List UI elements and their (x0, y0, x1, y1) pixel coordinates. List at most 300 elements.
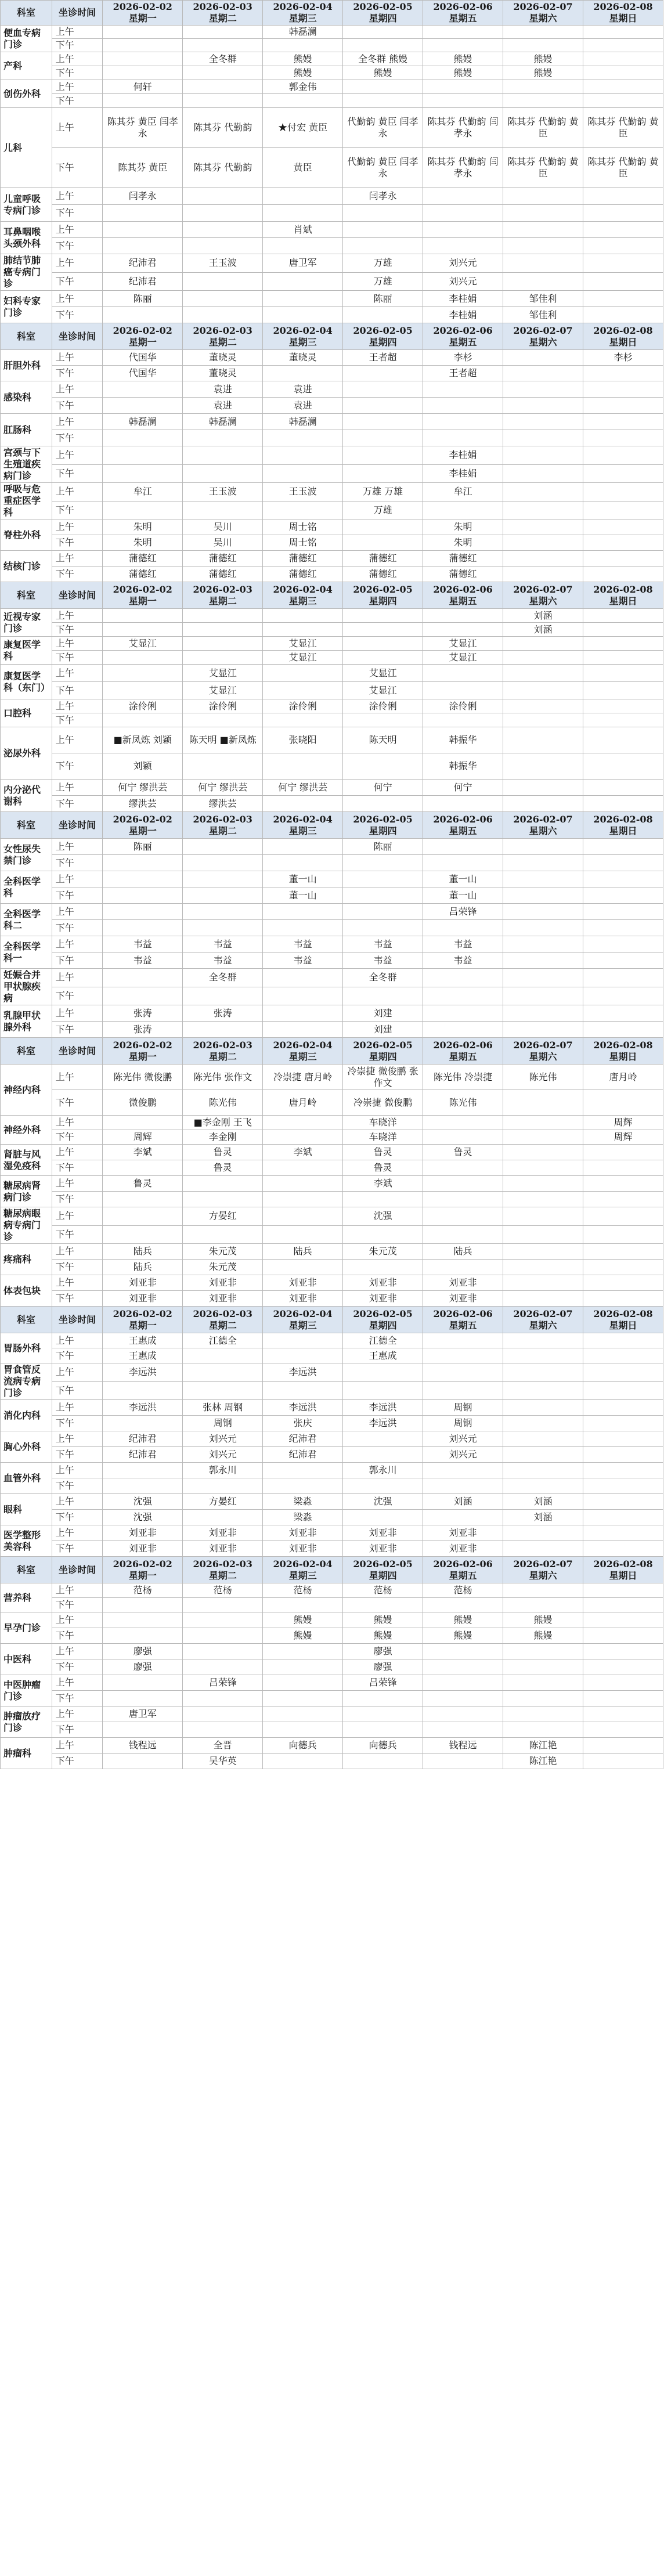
header-dept-cell: 科室 (1, 1, 52, 26)
doctor-cell: 范杨 (183, 1583, 263, 1598)
dept-name-cell: 肿瘤科 (1, 1738, 52, 1769)
dept-name-cell: 创伤外科 (1, 80, 52, 108)
doctor-cell: 刘亚非 (103, 1275, 183, 1291)
header-weekday: 星期六 (529, 1319, 557, 1331)
header-date: 2026-02-06 (433, 1558, 493, 1570)
doctor-cell (583, 381, 663, 398)
doctor-cell (183, 430, 263, 446)
doctor-cell (343, 1260, 423, 1275)
dept-name-cell: 糖尿病肾病门诊 (1, 1176, 52, 1207)
dept-name-cell: 早孕门诊 (1, 1612, 52, 1644)
doctor-cell (263, 1478, 343, 1494)
doctor-cell (343, 26, 423, 39)
doctor-cell: 张涛 (183, 1005, 263, 1022)
doctor-cell: 陈丽 (343, 291, 423, 307)
doctor-cell (503, 238, 583, 254)
header-day-cell (263, 1307, 343, 1333)
table-row (1, 1706, 663, 1722)
header-date: 2026-02-02 (113, 583, 172, 595)
doctor-cell (263, 904, 343, 920)
header-day-cell (183, 812, 263, 839)
doctor-cell: 刘亚非 (183, 1291, 263, 1307)
doctor-cell: 王惠成 (343, 1348, 423, 1363)
doctor-cell: 刘颖 (103, 753, 183, 780)
doctor-cell: 艾显江 (263, 637, 343, 651)
doctor-cell (263, 1176, 343, 1192)
table-row (1, 567, 663, 582)
slot-cell: 上午 (52, 699, 103, 713)
slot-cell: 上午 (52, 1145, 103, 1160)
table-row (1, 1510, 663, 1525)
doctor-cell (583, 1659, 663, 1675)
doctor-cell (503, 1160, 583, 1176)
doctor-cell (103, 855, 183, 871)
doctor-cell (583, 1145, 663, 1160)
header-weekday: 星期日 (609, 595, 637, 607)
doctor-cell (263, 464, 343, 483)
doctor-cell: 吕荣锋 (183, 1675, 263, 1691)
doctor-cell (503, 254, 583, 273)
doctor-cell (423, 26, 503, 39)
slot-cell: 下午 (52, 855, 103, 871)
doctor-cell (583, 1400, 663, 1416)
header-weekday: 星期日 (609, 825, 637, 836)
header-weekday: 星期四 (369, 13, 397, 24)
header-day-cell (183, 1, 263, 26)
doctor-cell (583, 1225, 663, 1244)
doctor-cell (583, 291, 663, 307)
doctor-cell: 袁进 (263, 381, 343, 398)
table-row (1, 1754, 663, 1769)
doctor-cell (103, 26, 183, 39)
doctor-cell (583, 682, 663, 699)
doctor-cell: 陈江艳 (503, 1738, 583, 1754)
doctor-cell (583, 1691, 663, 1706)
doctor-cell: 周士铭 (263, 519, 343, 535)
doctor-cell (503, 1090, 583, 1116)
table-header-row (1, 1307, 663, 1333)
doctor-cell: 周士铭 (263, 535, 343, 551)
header-date: 2026-02-04 (273, 1039, 333, 1051)
header-date: 2026-02-03 (193, 1039, 252, 1051)
slot-cell: 上午 (52, 1065, 103, 1090)
doctor-cell (423, 222, 503, 238)
doctor-cell: 韦益 (423, 936, 503, 953)
header-weekday: 星期二 (208, 595, 237, 607)
table-row (1, 1628, 663, 1644)
doctor-cell (263, 1348, 343, 1363)
table-row (1, 1722, 663, 1738)
doctor-cell: 陈丽 (103, 839, 183, 855)
doctor-cell: 陈其芬 黄臣 (103, 148, 183, 188)
slot-cell: 下午 (52, 1160, 103, 1176)
doctor-cell (423, 381, 503, 398)
header-day-cell (263, 1, 343, 26)
doctor-cell: 韩磊澜 (263, 26, 343, 39)
header-dept-cell: 科室 (1, 323, 52, 350)
header-weekday: 星期五 (449, 825, 477, 836)
header-day-cell (503, 1038, 583, 1065)
dept-name-cell: 消化内科 (1, 1400, 52, 1431)
doctor-cell: 沈强 (343, 1494, 423, 1510)
doctor-cell (583, 1738, 663, 1754)
doctor-cell: 万雄 (343, 501, 423, 519)
doctor-cell: 周钢 (423, 1416, 503, 1431)
slot-cell: 下午 (52, 796, 103, 812)
header-weekday: 星期一 (128, 1051, 157, 1062)
doctor-cell: 朱明 (103, 519, 183, 535)
slot-cell: 下午 (52, 94, 103, 108)
table-row (1, 637, 663, 651)
doctor-cell: 李斌 (343, 1176, 423, 1192)
doctor-cell (183, 1706, 263, 1722)
table-row (1, 953, 663, 969)
doctor-cell (263, 94, 343, 108)
slot-cell: 上午 (52, 1116, 103, 1130)
doctor-cell: 陈其芬 代勤韵 闫孝永 (423, 148, 503, 188)
doctor-cell (583, 904, 663, 920)
header-weekday: 星期三 (288, 825, 317, 836)
doctor-cell (583, 1494, 663, 1510)
doctor-cell: 缪洪芸 (103, 796, 183, 812)
doctor-cell (503, 1431, 583, 1447)
doctor-cell: 刘亚非 (183, 1275, 263, 1291)
doctor-cell: 陈其芬 黄臣 闫孝永 (103, 108, 183, 148)
doctor-cell (183, 1722, 263, 1738)
doctor-cell: 蒲德红 (183, 567, 263, 582)
doctor-cell: 全冬群 熊嫚 (343, 52, 423, 66)
doctor-cell (423, 1381, 503, 1400)
doctor-cell (263, 1207, 343, 1226)
dept-name-cell: 中医科 (1, 1644, 52, 1675)
doctor-cell: 梁淼 (263, 1510, 343, 1525)
doctor-cell: 陈天明 ■新凤炼 (183, 727, 263, 753)
dept-name-cell: 全科医学科 (1, 871, 52, 904)
doctor-cell (503, 953, 583, 969)
slot-cell: 上午 (52, 1333, 103, 1348)
table-row (1, 1691, 663, 1706)
doctor-cell: 向德兵 (343, 1738, 423, 1754)
doctor-cell: 范杨 (343, 1583, 423, 1598)
doctor-cell (263, 39, 343, 52)
dept-name-cell: 体表包块 (1, 1275, 52, 1307)
header-date: 2026-02-08 (593, 813, 653, 825)
table-row (1, 94, 663, 108)
doctor-cell (423, 1116, 503, 1130)
doctor-cell: 蒲德红 (263, 567, 343, 582)
slot-cell: 上午 (52, 1583, 103, 1598)
header-date: 2026-02-08 (593, 324, 653, 336)
header-day-cell (263, 323, 343, 350)
table-header-row (1, 1, 663, 26)
doctor-cell (503, 519, 583, 535)
doctor-cell: 方晏红 (183, 1494, 263, 1510)
table-row (1, 350, 663, 366)
doctor-cell (583, 1675, 663, 1691)
dept-name-cell: 胸心外科 (1, 1431, 52, 1463)
doctor-cell: 吴华英 (183, 1754, 263, 1769)
doctor-cell (183, 291, 263, 307)
doctor-cell (583, 446, 663, 465)
dept-name-cell: 全科医学科二 (1, 904, 52, 936)
doctor-cell (183, 1691, 263, 1706)
doctor-cell (503, 699, 583, 713)
doctor-cell (343, 1722, 423, 1738)
doctor-cell: 王玉波 (263, 483, 343, 502)
doctor-cell: 闫孝永 (343, 188, 423, 205)
header-day-cell (103, 1307, 183, 1333)
slot-cell: 上午 (52, 519, 103, 535)
doctor-cell (583, 366, 663, 381)
doctor-cell (263, 1381, 343, 1400)
table-row (1, 108, 663, 148)
doctor-cell (503, 1176, 583, 1192)
doctor-cell: 陈天明 (343, 727, 423, 753)
doctor-cell (423, 39, 503, 52)
slot-cell: 下午 (52, 205, 103, 222)
dept-name-cell: 儿科 (1, 108, 52, 188)
dept-name-cell: 肿瘤放疗门诊 (1, 1706, 52, 1738)
table-row (1, 1525, 663, 1541)
doctor-cell (583, 953, 663, 969)
header-date: 2026-02-02 (113, 1558, 172, 1570)
doctor-cell: 鲁灵 (423, 1145, 503, 1160)
doctor-cell (423, 1130, 503, 1145)
doctor-cell (503, 1275, 583, 1291)
header-dept-cell: 科室 (1, 1038, 52, 1065)
header-day-cell (583, 1038, 663, 1065)
doctor-cell: 微俊鹏 (103, 1090, 183, 1116)
slot-cell: 上午 (52, 1494, 103, 1510)
doctor-cell (263, 623, 343, 637)
doctor-cell (183, 94, 263, 108)
doctor-cell (503, 1525, 583, 1541)
doctor-cell: 刘亚非 (263, 1525, 343, 1541)
slot-cell: 上午 (52, 1176, 103, 1192)
doctor-cell: 万雄 (343, 254, 423, 273)
dept-name-cell: 女性尿失禁门诊 (1, 839, 52, 871)
doctor-cell: 刘亚非 (263, 1275, 343, 1291)
doctor-cell (583, 238, 663, 254)
doctor-cell (343, 871, 423, 887)
doctor-cell (503, 398, 583, 414)
doctor-cell: 刘亚非 (343, 1275, 423, 1291)
doctor-cell: 涂伶俐 (423, 699, 503, 713)
doctor-cell (423, 501, 503, 519)
slot-cell: 下午 (52, 1130, 103, 1145)
doctor-cell (423, 1225, 503, 1244)
slot-cell: 下午 (52, 1381, 103, 1400)
header-date: 2026-02-07 (513, 324, 573, 336)
header-date: 2026-02-04 (273, 1, 333, 12)
header-weekday: 星期二 (208, 1319, 237, 1331)
doctor-cell: 吴川 (183, 535, 263, 551)
doctor-cell (583, 887, 663, 904)
doctor-cell: 缪洪芸 (183, 796, 263, 812)
doctor-cell: 李远洪 (103, 1400, 183, 1416)
doctor-cell: 刘亚非 (263, 1291, 343, 1307)
dept-name-cell: 产科 (1, 52, 52, 80)
header-weekday: 星期一 (128, 595, 157, 607)
doctor-cell (343, 39, 423, 52)
doctor-cell (583, 1192, 663, 1207)
doctor-cell (583, 307, 663, 323)
doctor-cell (103, 1381, 183, 1400)
table-row (1, 1494, 663, 1510)
doctor-cell (343, 205, 423, 222)
header-day-cell (343, 1557, 423, 1583)
header-weekday: 星期一 (128, 1319, 157, 1331)
doctor-cell: 冷崇捷 唐月岭 (263, 1065, 343, 1090)
table-header-row (1, 1557, 663, 1583)
doctor-cell (183, 272, 263, 291)
slot-cell: 下午 (52, 1510, 103, 1525)
doctor-cell (583, 1416, 663, 1431)
doctor-cell (343, 1706, 423, 1722)
doctor-cell: 熊嫚 (343, 66, 423, 80)
doctor-cell: 涂伶俐 (103, 699, 183, 713)
doctor-cell (503, 350, 583, 366)
doctor-cell: 刘亚非 (103, 1291, 183, 1307)
doctor-cell: 刘亚非 (103, 1525, 183, 1541)
table-row (1, 1207, 663, 1226)
slot-cell: 下午 (52, 682, 103, 699)
table-row (1, 80, 663, 94)
doctor-cell (503, 188, 583, 205)
header-date: 2026-02-05 (353, 1558, 413, 1570)
doctor-cell: 王惠成 (103, 1333, 183, 1348)
table-row (1, 1675, 663, 1691)
doctor-cell: 陈丽 (103, 291, 183, 307)
doctor-cell (183, 887, 263, 904)
table-row (1, 430, 663, 446)
doctor-cell (583, 1525, 663, 1541)
doctor-cell (583, 699, 663, 713)
doctor-cell: 陈其芬 代勤韵 (183, 148, 263, 188)
header-date: 2026-02-05 (353, 1, 413, 12)
doctor-cell: 鲁灵 (183, 1145, 263, 1160)
header-date: 2026-02-06 (433, 1039, 493, 1051)
doctor-cell: 涂伶俐 (183, 699, 263, 713)
slot-cell: 上午 (52, 1644, 103, 1659)
header-day-cell (583, 1307, 663, 1333)
table-row (1, 1598, 663, 1612)
doctor-cell: 熊嫚 (503, 52, 583, 66)
doctor-cell: 纪沛君 (103, 1447, 183, 1463)
doctor-cell: 刘亚非 (423, 1275, 503, 1291)
doctor-cell: 纪沛君 (263, 1447, 343, 1463)
table-row (1, 753, 663, 780)
doctor-cell (103, 238, 183, 254)
header-date: 2026-02-06 (433, 1, 493, 12)
slot-cell: 下午 (52, 464, 103, 483)
doctor-cell: 熊嫚 (423, 1628, 503, 1644)
doctor-cell: 袁进 (183, 381, 263, 398)
doctor-cell (103, 1116, 183, 1130)
table-row (1, 1659, 663, 1675)
header-weekday: 星期三 (288, 336, 317, 348)
doctor-cell (503, 1022, 583, 1038)
doctor-cell (263, 1659, 343, 1675)
header-date: 2026-02-05 (353, 324, 413, 336)
doctor-cell (423, 1005, 503, 1022)
header-weekday: 星期二 (208, 1051, 237, 1062)
dept-name-cell: 神经外科 (1, 1116, 52, 1145)
doctor-cell (583, 727, 663, 753)
table-row (1, 623, 663, 637)
table-row (1, 414, 663, 430)
doctor-cell (103, 1463, 183, 1478)
header-weekday: 星期三 (288, 1319, 317, 1331)
doctor-cell (263, 609, 343, 623)
doctor-cell: 牟江 (423, 483, 503, 502)
doctor-cell (103, 52, 183, 66)
table-row (1, 381, 663, 398)
doctor-cell: 刘兴元 (423, 1431, 503, 1447)
doctor-cell (583, 1431, 663, 1447)
doctor-cell (423, 1160, 503, 1176)
doctor-cell: 朱元茂 (183, 1260, 263, 1275)
doctor-cell (583, 1510, 663, 1525)
doctor-cell: 陆兵 (423, 1244, 503, 1260)
table-row (1, 501, 663, 519)
doctor-cell (503, 414, 583, 430)
doctor-cell (263, 1675, 343, 1691)
doctor-cell (503, 1116, 583, 1130)
doctor-cell: 张涛 (103, 1022, 183, 1038)
doctor-cell: 蒲德红 (423, 567, 503, 582)
doctor-cell (183, 637, 263, 651)
header-weekday: 星期一 (128, 1570, 157, 1581)
table-row (1, 651, 663, 665)
dept-name-cell: 泌尿外科 (1, 727, 52, 780)
doctor-cell (583, 936, 663, 953)
table-row (1, 1145, 663, 1160)
slot-cell: 下午 (52, 307, 103, 323)
doctor-cell: 朱明 (423, 519, 503, 535)
slot-cell: 上午 (52, 936, 103, 953)
doctor-cell (583, 855, 663, 871)
table-row (1, 1612, 663, 1628)
table-row (1, 551, 663, 567)
doctor-cell (183, 1478, 263, 1494)
doctor-cell: 韦益 (103, 936, 183, 953)
doctor-cell (583, 1447, 663, 1463)
dept-name-cell: 康复医学科（东门） (1, 665, 52, 699)
header-weekday: 星期五 (449, 595, 477, 607)
dept-name-cell: 全科医学科一 (1, 936, 52, 969)
slot-cell: 上午 (52, 350, 103, 366)
doctor-cell (343, 920, 423, 936)
doctor-cell: 周钢 (423, 1400, 503, 1416)
doctor-cell: 韦益 (103, 953, 183, 969)
header-date: 2026-02-03 (193, 324, 252, 336)
header-day-cell (503, 1, 583, 26)
slot-cell: 上午 (52, 1706, 103, 1722)
doctor-cell: 韦益 (183, 936, 263, 953)
doctor-cell (103, 501, 183, 519)
table-row (1, 535, 663, 551)
dept-name-cell: 脊柱外科 (1, 519, 52, 551)
doctor-cell: 王者超 (423, 366, 503, 381)
doctor-cell (343, 222, 423, 238)
doctor-cell: 廖强 (343, 1659, 423, 1675)
doctor-cell (423, 205, 503, 222)
doctor-cell (103, 446, 183, 465)
table-row (1, 1022, 663, 1038)
dept-name-cell: 胃肠外科 (1, 1333, 52, 1363)
doctor-cell: 艾显江 (183, 682, 263, 699)
